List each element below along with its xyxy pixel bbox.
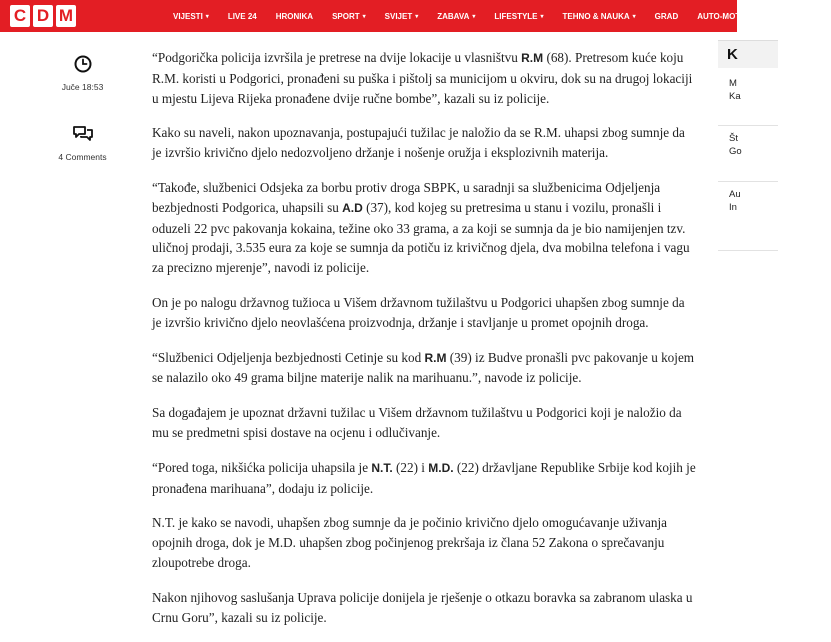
comments-icon[interactable] (72, 125, 94, 143)
sidebar-link-line: M (729, 78, 737, 89)
nav-item[interactable] (385, 12, 419, 21)
article-paragraph (152, 123, 697, 163)
comments-count-link[interactable]: 4 Comments (58, 152, 107, 162)
article-paragraph (152, 48, 697, 108)
sidebar-heading: K (727, 46, 738, 63)
nav-item-label: SVIJET (384, 11, 413, 21)
timestamp-block (40, 55, 125, 92)
article-paragraph (152, 178, 697, 278)
top-nav-bar (0, 0, 812, 32)
paragraph-text: (68). Pretresom kuće koju R.M. koristi u Podgorici, pronađeni su puška i pištolj sa municijom u okviru, dok su na drugoj lokaciji u mjestu Lijeva Rijeka pronađene dvije ručne bombe”, kazali su iz policije. (152, 50, 693, 106)
sidebar-link-line: Št (729, 133, 738, 144)
logo-letter: M (56, 5, 76, 27)
sidebar-link[interactable] (729, 188, 741, 214)
nav-item[interactable] (173, 12, 209, 21)
person-initials: M.D. (428, 460, 454, 475)
logo-letter: C (10, 5, 30, 27)
sidebar-divider (718, 250, 778, 251)
article-paragraph (152, 513, 697, 572)
person-initials: R.M (521, 51, 544, 65)
nav-item[interactable] (332, 12, 366, 21)
paragraph-text: (22) i (392, 459, 429, 475)
clock-icon (74, 55, 92, 73)
paragraph-text: “Pored toga, nikšićka policija uhapsila je (152, 459, 372, 475)
paragraph-text: (39) iz Budve pronašli pvc pakovanje u kojem se nalazilo oko 49 grama biljne materije nalik na marihuanu.”, navode iz policije. (152, 349, 695, 386)
chevron-down-icon: ▾ (205, 13, 209, 20)
paragraph-text: On je po nalogu državnog tužioca u Višem državnom tužilaštvu u Podgorici uhapšen zbog sumnje da je izvršio krivično djelo neovlašćena proizvodnja, držanje i stavljanje u promet opojnih droga. (152, 294, 685, 330)
nav-item-label: LIVE 24 (227, 11, 257, 21)
chevron-down-icon: ▾ (472, 13, 476, 20)
article-paragraph (152, 588, 697, 628)
sidebar-link-line: In (729, 202, 737, 213)
nav-item[interactable] (655, 12, 679, 21)
nav-item[interactable] (437, 12, 475, 21)
sidebar-link-line: Go (729, 146, 742, 157)
publish-time: Juče 18:53 (61, 82, 104, 92)
paragraph-text: “Podgorička policija izvršila je pretrese na dvije lokacije u vlasništvu (152, 50, 522, 65)
chevron-down-icon: ▾ (362, 13, 366, 20)
article-paragraph (152, 458, 697, 499)
sidebar-link-line: Ka (729, 91, 741, 102)
article-body (152, 48, 697, 642)
nav-item-label: TEHNO & NAUKA (562, 11, 630, 21)
nav-item-label: GRAD (654, 11, 679, 21)
article-meta (40, 55, 125, 162)
nav-item[interactable] (494, 12, 543, 21)
sidebar-divider (718, 181, 778, 182)
chevron-down-icon: ▾ (632, 13, 636, 20)
nav-item-label: AUTO-MOTO (697, 11, 747, 21)
right-sidebar (718, 40, 778, 600)
nav-item-label: KOLUMNE (771, 11, 812, 21)
nav-item[interactable] (697, 12, 752, 21)
person-initials: A.D (342, 200, 363, 215)
paragraph-text: Sa događajem je upoznat državni tužilac u Višem državnom tužilaštvu u Podgorici koji je naložio da mu se predmetni spisi dostave na ocjenu i odlučivanje. (152, 405, 682, 440)
sidebar-link-line: Au (729, 189, 741, 200)
article-paragraph (152, 293, 697, 333)
person-initials: R.M (424, 350, 447, 365)
paragraph-text: Nakon njihovog saslušanja Uprava policije donijela je rješenje o otkazu boravka sa zabranom ulaska u Crnu Goru”, kazali su iz policije. (152, 589, 693, 625)
nav-item-label: ZABAVA (437, 11, 470, 21)
article-paragraph (152, 403, 697, 443)
paragraph-text: “Takođe, službenici Odsjeka za borbu protiv droga SBPK, u saradnji sa službenicima Odjeljenja bezbjednosti Podgorica, uhapsili su (152, 179, 661, 215)
nav-item-label: LIFESTYLE (494, 11, 538, 21)
sidebar-link[interactable] (729, 77, 741, 103)
logo-letter: D (33, 5, 53, 27)
paragraph-text: (22) državljane Republike Srbije kod kojih je pronađena marihuana”, dodaju iz policije. (152, 459, 696, 496)
main-nav (173, 0, 831, 32)
nav-item[interactable] (563, 12, 636, 21)
paragraph-text: Kako su naveli, nakon upoznavanja, postupajući tužilac je naložio da se R.M. uhapsi zbog sumnje da je izvršio krivično djelo nedozvoljeno držanje i nošenje oružja i eksplozivnih materija. (152, 125, 685, 161)
nav-item-label: HRONIKA (275, 11, 314, 21)
nav-item[interactable] (228, 12, 257, 21)
nav-item-label: SPORT (332, 11, 360, 21)
chevron-down-icon: ▾ (415, 13, 419, 20)
nav-item-label: VIJESTI (173, 11, 203, 21)
person-initials: N.T. (371, 460, 393, 475)
sidebar-heading-bar (718, 40, 778, 68)
comments-block[interactable] (40, 92, 125, 162)
cdm-logo[interactable] (10, 5, 76, 27)
chevron-down-icon: ▾ (749, 13, 753, 20)
article-paragraph (152, 348, 697, 389)
sidebar-link[interactable] (729, 132, 742, 158)
chevron-down-icon: ▾ (540, 13, 544, 20)
nav-item[interactable] (771, 12, 811, 21)
paragraph-text: (37), kod kojeg su pretresima u stanu i vozilu, pronašli i oduzeli 22 pvc pakovanja kokaina, težine oko 33 grama, a za koji se sumnja da je bio namijenjen tzv. uličnoj prodaji, 3.535 eura za koje se sumnja da potiču iz krivičnog djela, dva mobilna telefona i vagu za precizno mjerenje”, navodi iz policije. (152, 199, 690, 276)
paragraph-text: “Službenici Odjeljenja bezbjednosti Cetinje su kod (152, 349, 425, 365)
paragraph-text: N.T. je kako se navodi, uhapšen zbog sumnje da je počinio krivično djelo omogućavanje uživanja opojnih droga, dok je M.D. uhapšen zbog počinjenog prekršaja iz člana 52 Zakona o sprečavanju zloupotrebe droga. (152, 515, 668, 570)
sidebar-divider (718, 125, 778, 126)
nav-item[interactable] (276, 12, 313, 21)
